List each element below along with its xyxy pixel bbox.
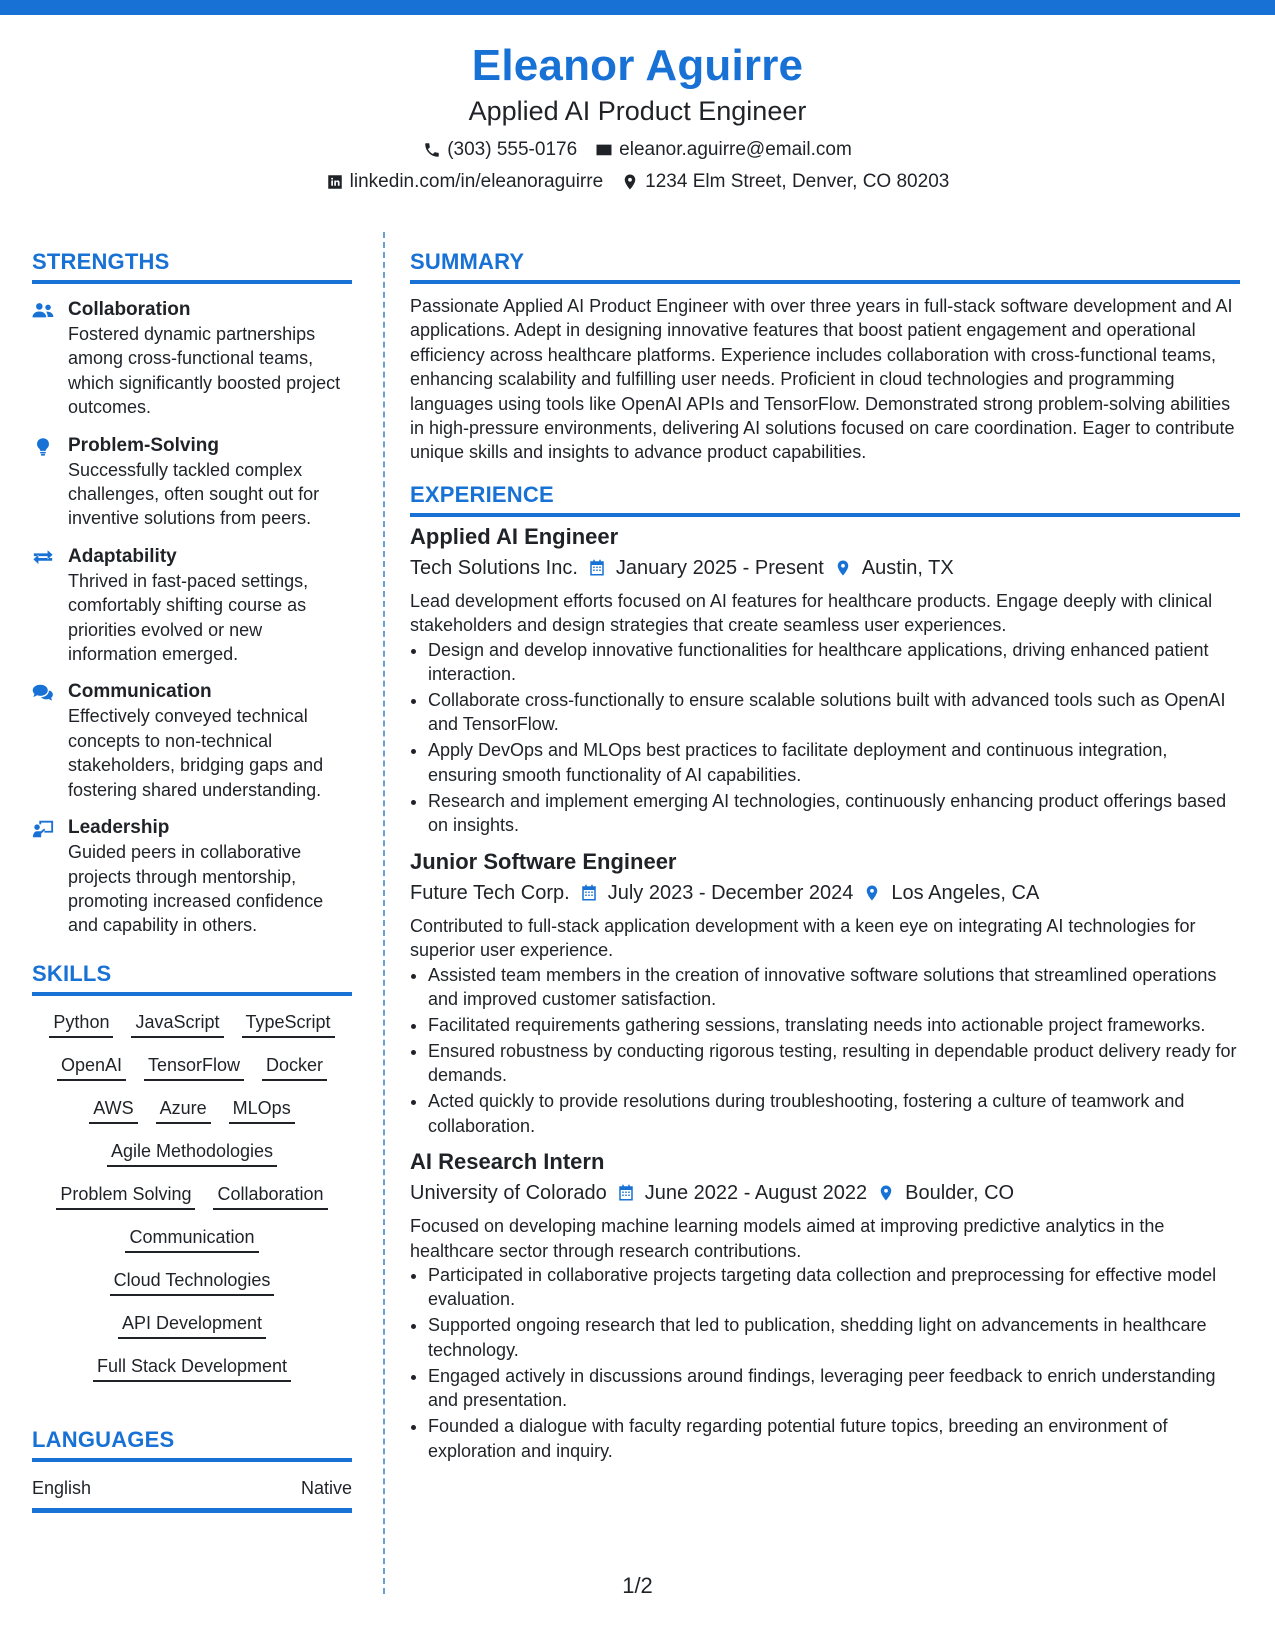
contact-row-1 xyxy=(0,138,1275,162)
email-text[interactable]: eleanor.aguirre@email.com xyxy=(619,139,852,160)
skill-row xyxy=(32,1268,352,1296)
phone-icon xyxy=(423,141,441,159)
email-item[interactable] xyxy=(595,138,852,162)
summary-text: Passionate Applied AI Product Engineer with over three years in full-stack software development and AI applications. Adept in designing innovative features that boost patient engagement and operational efficiency across healthcare platforms. Experience includes collaboration with cross-functional teams, enhancing scalability and fulfilling user needs. Proficient in cloud technologies and programming languages using tools like OpenAI APIs and TensorFlow. Demonstrated strong problem-solving abilities in high-pressure environments, delivering AI solutions focused on care coordination. Eager to contribute unique skills and insights to advance product capabilities. xyxy=(410,296,1235,463)
skill-row xyxy=(32,1096,352,1124)
job-title: Junior Software Engineer xyxy=(410,848,677,874)
job-bullets xyxy=(410,963,1240,1139)
strength-title: Communication xyxy=(68,681,212,703)
left-column xyxy=(32,248,352,1513)
candidate-title: Applied AI Product Engineer xyxy=(468,96,807,126)
strength-desc: Guided peers in collaborative projects through mentorship, promoting increased confidence and capability in others. xyxy=(68,842,324,936)
phone-text: (303) 555-0176 xyxy=(447,139,578,160)
job-bullets xyxy=(410,1263,1240,1463)
job-bullet: • Assisted team members in the creation of innovative software solutions that streamlined operations and improved customer satisfaction. xyxy=(428,963,1240,1012)
languages-heading: LANGUAGES xyxy=(32,1426,352,1462)
chalkboard-teacher-icon xyxy=(32,819,54,839)
job-company: University of Colorado xyxy=(410,1182,607,1205)
skill-tag: Python xyxy=(49,1010,113,1038)
job-bullet: • Design and develop innovative functionalities for healthcare applications, driving enhanced patient interaction. xyxy=(428,638,1240,687)
job-dates: July 2023 - December 2024 xyxy=(607,881,854,904)
strength-desc: Thrived in fast-paced settings, comfortably shifting course as priorities evolved or new information emerged. xyxy=(68,570,309,665)
lightbulb-icon xyxy=(32,437,54,457)
skill-row xyxy=(32,1311,352,1339)
calendar-icon xyxy=(580,884,598,902)
skill-tag: AWS xyxy=(89,1096,137,1124)
skill-tag: Cloud Technologies xyxy=(110,1268,275,1296)
job-entry xyxy=(410,523,1240,838)
skill-tag: Azure xyxy=(156,1096,211,1124)
skills-list xyxy=(32,1010,352,1382)
strength-title: Collaboration xyxy=(68,299,191,320)
linkedin-icon xyxy=(326,173,344,191)
job-meta xyxy=(410,1178,1240,1208)
users-icon xyxy=(32,301,54,321)
skills-heading: SKILLS xyxy=(32,960,352,996)
calendar-icon xyxy=(617,1184,635,1202)
job-bullet: • Research and implement emerging AI technologies, continuously enhancing product offerings based on insights. xyxy=(428,789,1240,838)
skill-tag: TensorFlow xyxy=(144,1053,244,1081)
job-location: Los Angeles, CA xyxy=(891,881,1040,904)
job-location: Boulder, CO xyxy=(905,1182,1015,1205)
strengths-heading: STRENGTHS xyxy=(32,248,352,284)
map-marker-icon xyxy=(877,1184,895,1202)
job-bullet: • Supported ongoing research that led to publication, shedding light on advancements in healthcare technology. xyxy=(428,1313,1240,1362)
resume-header xyxy=(0,40,1275,194)
job-bullet: • Facilitated requirements gathering sessions, translating needs into actionable project frameworks. xyxy=(428,1013,1240,1037)
job-dates: January 2025 - Present xyxy=(615,556,824,579)
skill-tag: TypeScript xyxy=(242,1010,335,1038)
skill-row xyxy=(32,1010,352,1038)
envelope-icon xyxy=(595,141,613,159)
right-column xyxy=(410,248,1240,1473)
job-bullet: • Apply DevOps and MLOps best practices to facilitate deployment and continuous integration, ensuring smooth functionality of AI capabilities. xyxy=(428,738,1240,787)
job-dates: June 2022 - August 2022 xyxy=(644,1182,868,1205)
column-divider xyxy=(383,232,385,1594)
skill-tag: Agile Methodologies xyxy=(107,1139,277,1167)
job-company: Tech Solutions Inc. xyxy=(410,556,578,579)
language-name: English xyxy=(32,1477,92,1498)
skill-row xyxy=(32,1182,352,1210)
job-meta xyxy=(410,878,1240,908)
address-item xyxy=(621,170,949,194)
strength-item xyxy=(32,545,352,667)
job-title: Applied AI Engineer xyxy=(410,523,619,549)
language-level: Native xyxy=(300,1477,352,1498)
calendar-icon xyxy=(588,559,606,577)
job-location: Austin, TX xyxy=(861,556,954,579)
skill-tag: Full Stack Development xyxy=(93,1354,291,1382)
skill-row xyxy=(32,1354,352,1382)
job-bullet: • Engaged actively in discussions around findings, leveraging peer feedback to enrich understanding and presentation. xyxy=(428,1364,1240,1413)
skill-tag: Collaboration xyxy=(213,1182,327,1210)
job-description: Focused on developing machine learning models aimed at improving predictive analytics in the healthcare sector through research contributions. xyxy=(410,1216,1165,1261)
strength-item xyxy=(32,298,352,420)
strength-desc: Fostered dynamic partnerships among cross-functional teams, which significantly boosted project outcomes. xyxy=(68,324,341,418)
job-bullet: • Collaborate cross-functionally to ensure scalable solutions built with advanced tools such as OpenAI and TensorFlow. xyxy=(428,688,1240,737)
strength-item xyxy=(32,680,352,802)
skill-row xyxy=(32,1139,352,1167)
map-marker-icon xyxy=(621,173,639,191)
job-entry xyxy=(410,1148,1240,1463)
summary-heading: SUMMARY xyxy=(410,248,1240,284)
strength-item xyxy=(32,434,352,531)
strength-item xyxy=(32,816,352,938)
skill-row xyxy=(32,1053,352,1081)
linkedin-text[interactable]: linkedin.com/in/eleanoraguirre xyxy=(349,171,604,192)
skill-row xyxy=(32,1225,352,1253)
linkedin-item[interactable] xyxy=(326,170,603,194)
page-number: 1/2 xyxy=(622,1573,653,1598)
strength-title: Leadership xyxy=(68,817,170,839)
job-description: Lead development efforts focused on AI features for healthcare products. Engage deeply with clinical stakeholders and design strategies that create seamless user experiences. xyxy=(410,590,1213,636)
job-bullet: • Ensured robustness by conducting rigorous testing, resulting in dependable product delivery ready for demands. xyxy=(428,1039,1240,1088)
comments-icon xyxy=(32,683,54,703)
strength-desc: Successfully tackled complex challenges, often sought out for inventive solutions from peers. xyxy=(68,459,320,529)
job-description: Contributed to full-stack application development with a keen eye on integrating AI technologies for superior user experience. xyxy=(410,915,1196,961)
skill-tag: Communication xyxy=(125,1225,258,1253)
skill-tag: API Development xyxy=(118,1311,266,1339)
strength-title: Adaptability xyxy=(68,545,177,567)
skill-tag: Docker xyxy=(262,1053,327,1081)
skill-tag: Problem Solving xyxy=(56,1182,195,1210)
exchange-icon xyxy=(32,548,54,568)
job-meta xyxy=(410,553,1240,583)
job-company: Future Tech Corp. xyxy=(410,881,570,904)
strength-title: Problem-Solving xyxy=(68,434,219,456)
job-bullet: • Participated in collaborative projects targeting data collection and preprocessing for effective model evaluation. xyxy=(428,1263,1240,1312)
skill-tag: JavaScript xyxy=(131,1010,223,1038)
skill-tag: OpenAI xyxy=(57,1053,126,1081)
map-marker-icon xyxy=(834,559,852,577)
job-title: AI Research Intern xyxy=(410,1149,605,1175)
job-bullets xyxy=(410,638,1240,838)
strength-desc: Effectively conveyed technical concepts to non-technical stakeholders, bridging gaps and fostering shared understanding. xyxy=(68,706,324,800)
job-bullet: • Acted quickly to provide resolutions during troubleshooting, fostering a culture of teamwork and collaboration. xyxy=(428,1089,1240,1138)
job-bullet: • Founded a dialogue with faculty regarding potential future topics, breeding an environment of exploration and inquiry. xyxy=(428,1414,1240,1463)
contact-row-2 xyxy=(0,170,1275,194)
candidate-name: Eleanor Aguirre xyxy=(471,41,804,90)
skill-tag: MLOps xyxy=(229,1096,295,1124)
top-accent-bar xyxy=(0,0,1275,15)
map-marker-icon xyxy=(863,884,881,902)
experience-heading: EXPERIENCE xyxy=(410,481,1240,517)
experience-list xyxy=(410,523,1240,1463)
phone-item xyxy=(423,138,577,162)
address-text: 1234 Elm Street, Denver, CO 80203 xyxy=(645,171,950,192)
language-row xyxy=(32,1468,352,1513)
job-entry xyxy=(410,848,1240,1138)
